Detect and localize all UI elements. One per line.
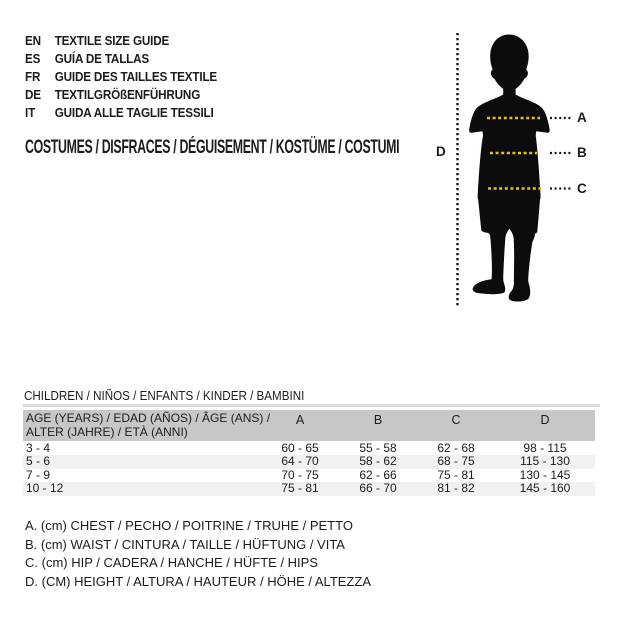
size-table-body bbox=[23, 442, 595, 496]
table-row bbox=[23, 482, 595, 496]
table-row bbox=[23, 469, 595, 483]
age-column-header bbox=[23, 410, 271, 440]
category-title: COSTUMES / DISFRACES / DÉGUISEMENT / KOSTÜME / COSTUMI bbox=[25, 137, 400, 158]
waist-cell: 58 - 62 bbox=[359, 454, 397, 469]
waist-cell: 66 - 70 bbox=[359, 481, 397, 496]
language-list bbox=[25, 31, 217, 122]
marker-label-c: C bbox=[577, 181, 587, 196]
marker-label-b: B bbox=[577, 145, 587, 160]
language-row-fr bbox=[25, 67, 217, 85]
language-label: TEXTILGRÖßENFÜHRUNG bbox=[54, 87, 201, 103]
language-row-de bbox=[25, 86, 217, 104]
language-label: GUIDE DES TAILLES TEXTILE bbox=[54, 68, 218, 84]
language-label: TEXTILE SIZE GUIDE bbox=[54, 32, 170, 48]
language-code: EN bbox=[25, 32, 41, 48]
child-silhouette bbox=[469, 35, 550, 302]
legend-item-d: D. (CM) HEIGHT / ALTURA / HAUTEUR / HÖHE / ALTEZZA bbox=[25, 574, 371, 590]
legend-item-a: A. (cm) CHEST / PECHO / POITRINE / TRUHE / PETTO bbox=[25, 518, 353, 533]
age-cell: 5 - 6 bbox=[26, 454, 51, 469]
legend-item-b: B. (cm) WAIST / CINTURA / TAILLE / HÜFTUNG / VITA bbox=[25, 536, 345, 552]
column-header-c: C bbox=[451, 413, 461, 427]
column-header-d: D bbox=[540, 413, 550, 427]
age-cell: 7 - 9 bbox=[26, 467, 51, 482]
hip-cell: 68 - 75 bbox=[437, 454, 475, 469]
language-label: GUIDA ALLE TAGLIE TESSILI bbox=[54, 105, 214, 121]
height-cell: 115 - 130 bbox=[520, 454, 570, 469]
age-header-line2: ALTER (JAHRE) / ETÀ (ANNI) bbox=[26, 424, 188, 439]
language-row-es bbox=[25, 49, 217, 67]
column-header-b: B bbox=[373, 413, 383, 427]
measurement-diagram bbox=[430, 25, 620, 315]
age-cell: 3 - 4 bbox=[26, 440, 51, 455]
language-label: GUÍA DE TALLAS bbox=[54, 50, 150, 66]
hip-cell: 81 - 82 bbox=[437, 481, 475, 496]
marker-label-a: A bbox=[577, 110, 587, 125]
language-code: ES bbox=[25, 50, 41, 66]
height-cell: 130 - 145 bbox=[519, 467, 571, 482]
height-cell: 98 - 115 bbox=[523, 440, 567, 455]
waist-cell: 62 - 66 bbox=[359, 467, 397, 482]
age-cell: 10 - 12 bbox=[26, 481, 64, 496]
table-top-rule bbox=[23, 404, 600, 407]
chest-cell: 70 - 75 bbox=[281, 467, 319, 482]
language-code: FR bbox=[25, 68, 41, 84]
language-code: DE bbox=[25, 87, 41, 103]
table-section-title: CHILDREN / NIÑOS / ENFANTS / KINDER / BAMBINI bbox=[24, 389, 305, 403]
hip-cell: 62 - 68 bbox=[437, 440, 475, 455]
language-row-it bbox=[25, 104, 217, 122]
table-row bbox=[23, 455, 595, 469]
marker-label-d: D bbox=[436, 144, 446, 159]
column-header-a: A bbox=[295, 413, 305, 427]
chest-cell: 64 - 70 bbox=[281, 454, 319, 469]
age-header-line1: AGE (YEARS) / EDAD (AÑOS) / ÂGE (ANS) / bbox=[26, 411, 271, 425]
measurement-legend bbox=[25, 517, 371, 592]
waist-cell: 55 - 58 bbox=[359, 440, 397, 455]
chest-cell: 75 - 81 bbox=[281, 481, 319, 496]
hip-cell: 75 - 81 bbox=[437, 467, 475, 482]
table-header-row bbox=[23, 410, 595, 441]
language-code: IT bbox=[25, 105, 36, 121]
legend-item-c: C. (cm) HIP / CADERA / HANCHE / HÜFTE / HIPS bbox=[25, 555, 319, 571]
height-cell: 145 - 160 bbox=[519, 481, 571, 496]
table-row bbox=[23, 442, 595, 456]
language-row-en bbox=[25, 31, 217, 49]
chest-cell: 60 - 65 bbox=[281, 440, 319, 455]
